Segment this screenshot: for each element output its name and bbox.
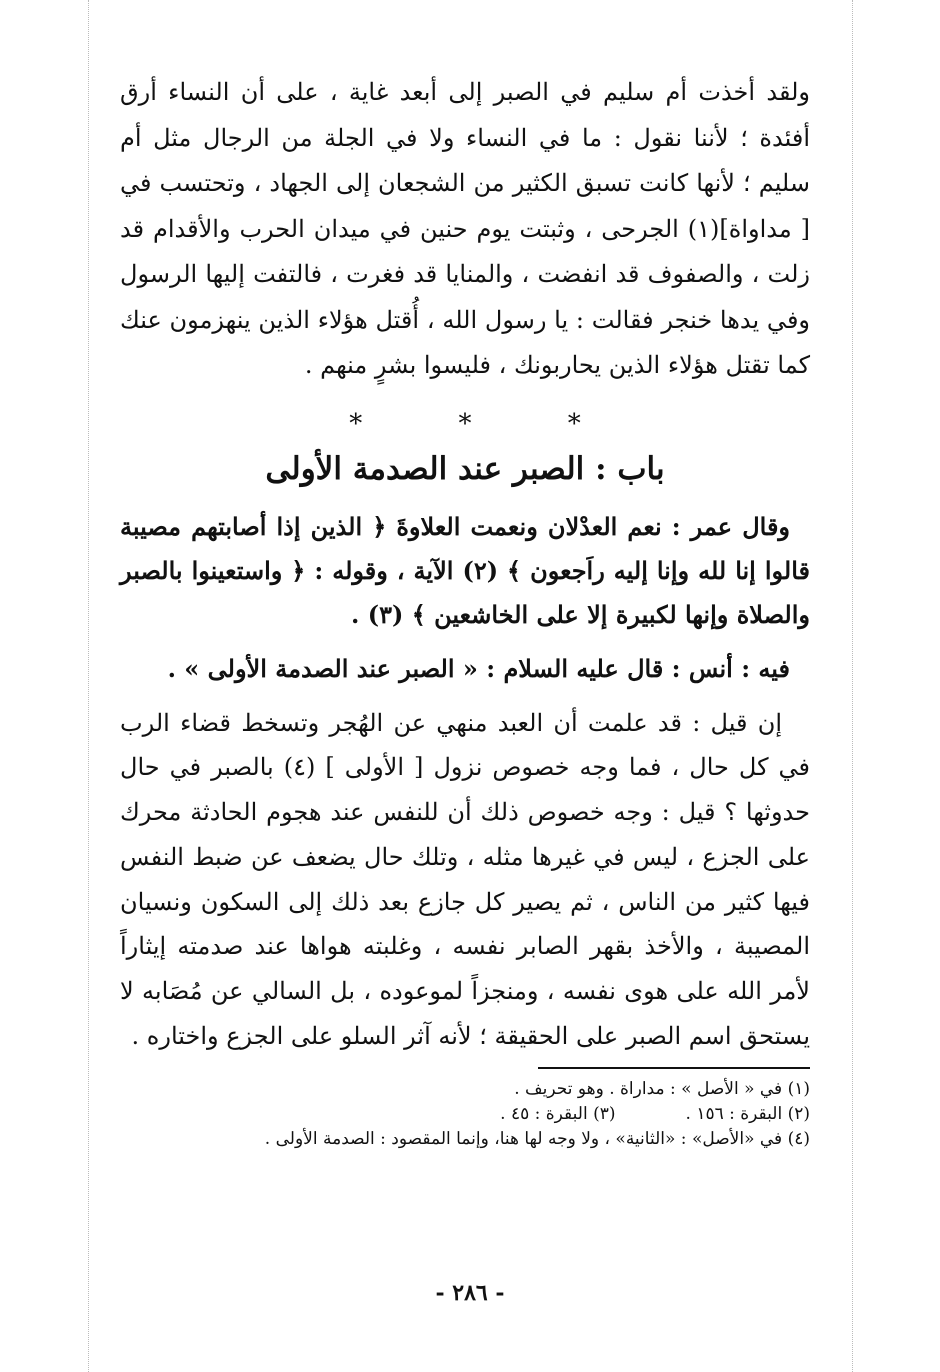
page-number: - ٢٨٦ - — [435, 1280, 505, 1306]
book-page — [120, 70, 810, 1152]
hadith-line: فيه : أنس : قال عليه السلام : « الصبر عند الصدمة الأولى » . — [167, 653, 790, 683]
discussion-paragraph: إن قيل : قد علمت أن العبد منهي عن الهُجر وتسخط قضاء الرب في كل حال ، فما وجه خصوص نزول [ الأولى ] (٤) بالصبر في حال حدوثها ؟ قيل : وجه خصوص ذلك أن للنفس عند هجوم الحادثة محرك على الجزع ، ليس في غيرها مثله ، وتلك حال يضعف عن ضبط النفس فيها كثير من الناس ، ثم يصير كل جازع بعد ذلك إلى السكون ونسيان المصيبة ، والأخذ بقهر الصابر نفسه ، وغلبته هواها عند صدمته إيثاراً لأمر الله على هوى نفسه ، ومنجزاً لموعوده ، بل السالي عن مُصَابه لا يستحق اسم الصبر على الحقيقة ؛ لأنه آثر السلو على الجزع واختاره . — [120, 708, 810, 1051]
footnote-4: (٤) في «الأصل» : «الثانية» ، ولا وجه لها هنا، وإنما المقصود : الصدمة الأولى . — [264, 1128, 810, 1149]
section-separator: * * * — [349, 408, 625, 439]
footnote-divider — [538, 1067, 810, 1069]
footnote-1: (١) في « الأصل » : مداراة . وهو تحريف . — [514, 1078, 810, 1099]
footnote-2: (٢) البقرة : ١٥٦ . — [685, 1103, 810, 1124]
left-margin-guide — [88, 0, 89, 1372]
omar-quote: وقال عمر : نعم العدْلان ونعمت العلاوةَ ﴿ الذين إذا أصابتهم مصيبة قالوا إنا لله وإنا إليه راَجعون ﴾ (٢) الآية ، وقوله : ﴿ واستعينوا بالصبر والصلاة وإنها لكبيرة إلا على الخاشعين ﴾ (٣) . — [120, 511, 810, 629]
footnotes — [120, 1077, 810, 1152]
right-margin-guide — [852, 0, 853, 1372]
intro-paragraph: ولقد أخذت أم سليم في الصبر إلى أبعد غاية ، على أن النساء أرق أفئدة ؛ لأننا نقول : ما في النساء ولا في الجلة من الرجال مثل أم سليم ؛ لأنها كانت تسبق الكثير من الشجعان إلى الجهاد ، وتحتسب في [ مداواة](١) الجرحى ، وثبتت يوم حنين في ميدان الحرب والأقدام قد زلت ، والصفوف قد انفضت ، والمنايا قد فغرت ، فالتفت إليها الرسول وفي يدها خنجر فقالت : يا رسول الله ، أُقتل هؤلاء الذين ينهزمون عنك كما تقتل هؤلاء الذين يحاربونك ، فليسوا بشرٍ منهم . — [120, 78, 811, 379]
chapter-title: باب : الصبر عند الصدمة الأولى — [265, 450, 665, 487]
footnote-row-2-3 — [120, 1102, 810, 1127]
footnote-3: (٣) البقرة : ٤٥ . — [500, 1103, 616, 1124]
